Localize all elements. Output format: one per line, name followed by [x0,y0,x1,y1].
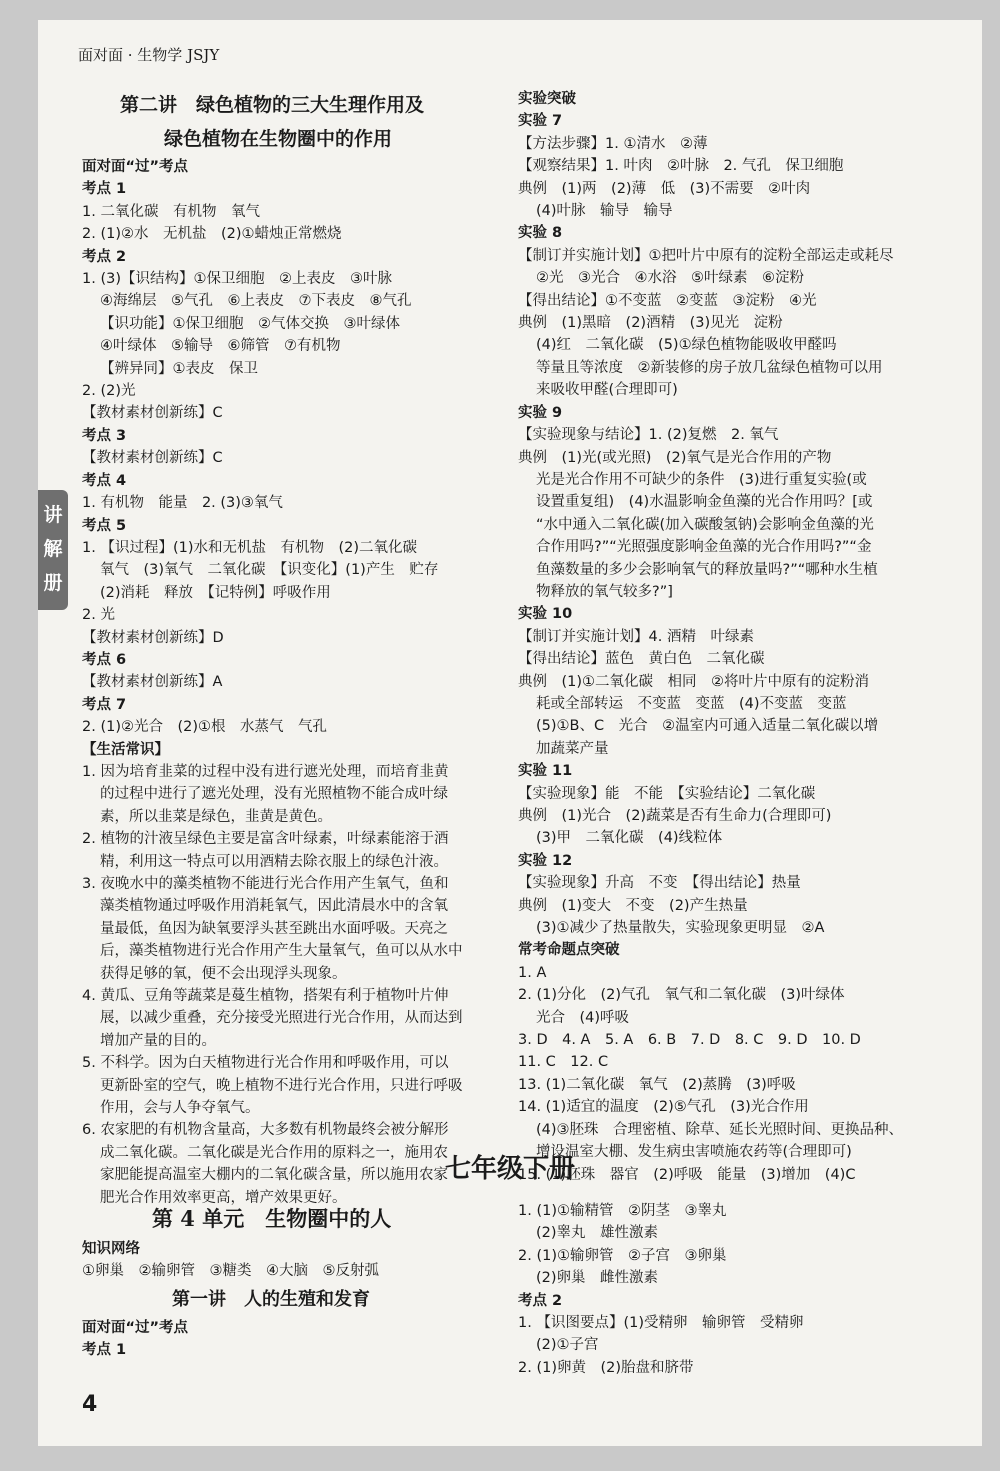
left-answers [82,156,502,1209]
text-line: 量最低，鱼因为缺氧要浮头甚至跳出水面呼吸。天亮之 [100,920,448,937]
text-line: 考点 1 [82,1342,127,1359]
text-line: (3)甲 二氧化碳 (4)线粒体 [536,830,723,847]
text-line: 典例 (1)黑暗 (2)酒精 (3)见光 淀粉 [518,315,783,332]
text-line: 设置重复组) (4)水温影响金鱼藻的光合作用吗？[或 [536,494,873,511]
text-line: 物释放的氧气较多?”] [536,583,673,600]
chapter-title-line1: 第二讲 绿色植物的三大生理作用及 [120,94,425,116]
text-line: 1. A [518,964,547,981]
text-line: 考点 1 [82,181,127,198]
text-line: 典例 (1)光合 (2)蔬菜是否有生命力(合理即可) [518,808,832,824]
text-line: 2. 光 [82,607,115,624]
text-line: 增加产量的目的。 [100,1032,216,1049]
text-line: 5. 不科学。因为白天植物进行光合作用和呼吸作用，可以 [82,1055,449,1072]
text-line: 实验 9 [518,404,563,421]
text-line: 考点 5 [82,517,127,534]
text-line: 4. 黄瓜、豆角等蔬菜是蔓生植物，搭架有利于植物叶片伸 [82,988,449,1005]
text-line: 精，利用这一特点可以用酒精去除衣服上的绿色汁液。 [100,853,448,870]
text-line: 面对面“过”考点 [82,1319,189,1336]
text-line: (2)消耗 释放 【记特例】呼吸作用 [100,584,331,601]
text-line: 素，所以韭菜是绿色，韭黄是黄色。 [100,808,332,825]
text-line: 2. (2)光 [82,383,136,400]
text-line: 【识功能】①保卫细胞 ②气体交换 ③叶绿体 [100,315,400,332]
left-column [82,88,502,1209]
text-line: 【实验现象】能 不能 【实验结论】二氧化碳 [518,785,816,802]
knowledge-network [82,1238,502,1283]
text-line: 【教材素材创新练】A [82,674,223,691]
text-line: (4)③胚珠 合理密植、除草、延长光照时间、更换品种、 [536,1121,904,1138]
text-line: 典例 (1)两 (2)薄 低 (3)不需要 ②叶肉 [518,180,811,197]
side-tab-char: 讲 [43,504,63,526]
text-line: 【实验现象与结论】1. (2)复燃 2. 氧气 [518,427,779,444]
text-line: 展，以减少重叠，充分接受光照进行光合作用，从而达到 [100,1010,463,1027]
bottom-left-answers [82,1317,502,1362]
text-line: 13. (1)二氧化碳 氧气 (2)蒸腾 (3)呼吸 [518,1076,796,1093]
text-line: 知识网络 [82,1241,140,1257]
text-line: 来吸收甲醛(合理即可) [536,382,678,399]
text-line: 3. D 4. A 5. A 6. B 7. D 8. C 9. D 10. D [518,1032,861,1049]
text-line: “水中通入二氧化碳(加入碳酸氢钠)会影响金鱼藻的光 [536,516,874,533]
right-column [518,88,958,1186]
text-line: 1. (1)①输精管 ②阴茎 ③睾丸 [518,1203,727,1219]
text-line: 光合 (4)呼吸 [536,1009,630,1026]
text-line: 藻类植物通过呼吸作用消耗氧气，因此清晨水中的含氧 [100,898,448,915]
text-line: 合作用吗?”“光照强度影响金鱼藻的光合作用吗?”“金 [536,539,872,556]
text-line: 【生活常识】 [82,741,169,758]
text-line: 2. (1)分化 (2)气孔 氧气和二氧化碳 (3)叶绿体 [518,987,845,1004]
text-line: 作用，会与人争夺氧气。 [100,1100,260,1117]
side-tab-char: 册 [43,572,63,594]
text-line: 【得出结论】蓝色 黄白色 二氧化碳 [518,651,765,668]
text-line: 【辨异同】①表皮 保卫 [100,360,258,377]
text-line: 考点 6 [82,651,127,668]
grade-title: 七年级下册 [444,1154,575,1184]
text-line: 肥光合作用效率更高，增产效果更好。 [100,1189,347,1206]
text-line: 【教材素材创新练】D [82,629,224,646]
text-line: ②光 ③光合 ④水浴 ⑤叶绿素 ⑥淀粉 [536,270,804,287]
text-line: 考点 3 [82,427,127,444]
text-line: 典例 (1)变大 不变 (2)产生热量 [518,897,748,914]
bottom-right-column [518,1200,958,1379]
text-line: 实验 11 [518,763,573,780]
text-line: 氧气 (3)氧气 二氧化碳 【识变化】(1)产生 贮存 [100,562,439,579]
text-line: 1. (3)【识结构】①保卫细胞 ②上表皮 ③叶脉 [82,271,392,288]
text-line: ④叶绿体 ⑤输导 ⑥筛管 ⑦有机物 [100,338,341,355]
text-line: 1. 因为培育韭菜的过程中没有进行遮光处理，而培育韭黄 [82,763,449,780]
text-line: 1. 有机物 能量 2. (3)③氧气 [82,495,283,512]
text-line: 家肥能提高温室大棚内的二氧化碳含量，所以施用农家 [100,1167,448,1184]
text-line: (4)叶脉 输导 输导 [536,203,673,220]
text-line: (4)红 二氧化碳 (5)①绿色植物能吸收甲醛吗 [536,337,837,354]
text-line: 光是光合作用不可缺少的条件 (3)进行重复实验(或 [536,471,867,488]
bottom-right-answers [518,1200,958,1379]
side-tab-char: 解 [43,538,63,560]
text-line: 2. (1)①输卵管 ②子宫 ③卵巢 [518,1247,727,1264]
text-line: 2. 植物的汁液呈绿色主要是富含叶绿素，叶绿素能溶于酒 [82,831,449,848]
side-tab [38,490,68,610]
text-line: 实验 8 [518,225,563,242]
text-line: ①卵巢 ②输卵管 ③糖类 ④大脑 ⑤反射弧 [82,1263,379,1280]
right-answers [518,88,958,1186]
text-line: 【实验现象】升高 不变 【得出结论】热量 [518,875,801,892]
text-line: 实验 7 [518,113,563,130]
text-line: 增设温室大棚、发生病虫害喷施农药等(合理即可) [536,1144,852,1161]
text-line: 的过程中进行了遮光处理，没有光照植物不能合成叶绿 [100,786,448,803]
text-line: 2. (1)卵黄 (2)胎盘和脐带 [518,1359,694,1376]
text-line: 考点 7 [82,696,127,713]
text-line: 15. (1)胚珠 器官 (2)呼吸 能量 (3)增加 (4)C [518,1166,856,1183]
text-line: 11. C 12. C [518,1054,609,1071]
page-number: 4 [82,1392,98,1417]
text-line: 3. 夜晚水中的藻类植物不能进行光合作用产生氧气，鱼和 [82,876,449,892]
lecture-title: 第一讲 人的生殖和发育 [172,1288,370,1310]
chapter-title-line2: 绿色植物在生物圈中的作用 [164,128,393,150]
text-line: (2)睾丸 雄性激素 [536,1225,659,1242]
page [38,20,982,1446]
text-line: ④海绵层 ⑤气孔 ⑥上表皮 ⑦下表皮 ⑧气孔 [100,293,412,310]
text-line: 【得出结论】①不变蓝 ②变蓝 ③淀粉 ④光 [518,292,817,309]
text-line: 耗或全部转运 不变蓝 变蓝 (4)不变蓝 变蓝 [536,695,847,712]
text-line: 2. (1)②水 无机盐 (2)①蜡烛正常燃烧 [82,226,342,243]
text-line: 考点 2 [518,1292,563,1309]
text-line: 成二氧化碳。二氧化碳是光合作用的原料之一，施用农 [100,1144,448,1161]
text-line: 实验突破 [518,91,576,107]
text-line: (2)①子宫 [536,1337,599,1354]
text-line: 等量且等浓度 ②新装修的房子放几盆绿色植物可以用 [536,359,883,376]
text-line: 2. (1)②光合 (2)①根 水蒸气 气孔 [82,719,328,736]
text-line: 【制订并实施计划】4. 酒精 叶绿素 [518,628,754,645]
text-line: 1. 二氧化碳 有机物 氧气 [82,203,260,220]
text-line: 鱼藻数量的多少会影响氧气的释放量吗?”“哪种水生植 [536,561,878,578]
text-line: 考点 2 [82,248,127,265]
text-line: 【方法步骤】1. ①清水 ②薄 [518,135,708,152]
bottom-left-column [82,1200,502,1362]
text-line: 【观察结果】1. 叶肉 ②叶脉 2. 气孔 保卫细胞 [518,158,844,175]
text-line: (5)①B、C 光合 ②温室内可通入适量二氧化碳以增 [536,718,879,735]
text-line: 常考命题点突破 [518,942,620,959]
text-line: 加蔬菜产量 [536,740,609,757]
text-line: 实验 10 [518,606,573,623]
text-line: 面对面“过”考点 [82,159,189,175]
running-header: 面对面 · 生物学 JSJY [78,46,220,64]
text-line: 典例 (1)光(或光照) (2)氧气是光合作用的产物 [518,449,832,466]
text-line: 更新卧室的空气，晚上植物不进行光合作用，只进行呼吸 [100,1077,463,1094]
text-line: 考点 4 [82,472,127,489]
text-line: 1. 【识过程】(1)水和无机盐 有机物 (2)二氧化碳 [82,539,418,556]
text-line: 【教材素材创新练】C [82,450,223,467]
text-line: (2)卵巢 雌性激素 [536,1270,659,1287]
unit-title: 第 4 单元 生物圈中的人 [152,1206,392,1231]
text-line: 后，藻类植物进行光合作用产生大量氧气，鱼可以从水中 [100,943,463,960]
text-line: 【制订并实施计划】①把叶片中原有的淀粉全部运走或耗尽 [518,247,894,264]
text-line: 实验 12 [518,852,573,869]
text-line: 获得足够的氧，便不会出现浮头现象。 [100,965,347,982]
text-line: 14. (1)适宜的温度 (2)⑤气孔 (3)光合作用 [518,1099,809,1116]
text-line: (3)①减少了热量散失，实验现象更明显 ②A [536,920,825,937]
text-line: 【教材素材创新练】C [82,405,223,422]
text-line: 6. 农家肥的有机物含量高，大多数有机物最终会被分解形 [82,1122,449,1139]
text-line: 典例 (1)①二氧化碳 相同 ②将叶片中原有的淀粉消 [518,673,870,690]
text-line: 1. 【识图要点】(1)受精卵 输卵管 受精卵 [518,1315,804,1332]
